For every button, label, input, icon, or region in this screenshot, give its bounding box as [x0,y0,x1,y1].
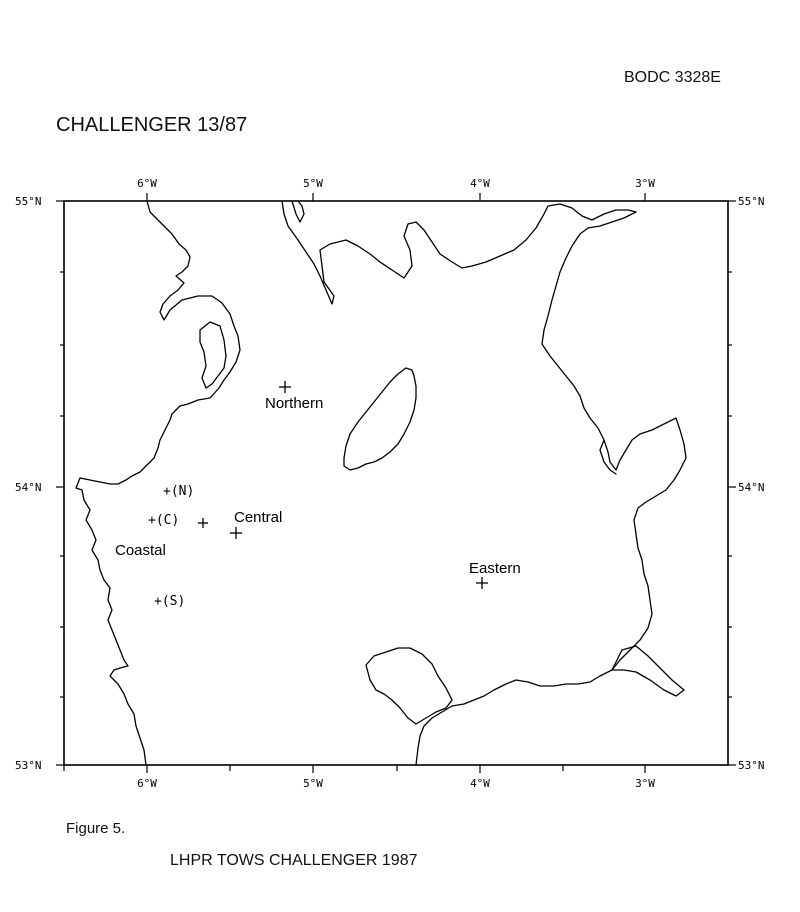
isle-of-man [344,368,416,470]
coastlines [76,201,686,765]
scottish-coastline [282,201,636,304]
left-tick-label: 53°N [15,759,42,772]
bottom-tick-label: 6°W [137,777,157,790]
galloway-inlet [292,201,304,222]
bottom-tick-label: 5°W [303,777,323,790]
english-coastline [416,212,686,765]
station-eastern-label: Eastern [469,560,521,577]
cruise-title: CHALLENGER 13/87 [56,114,248,136]
irish-coastline [76,201,240,765]
dee-estuary [612,646,684,696]
top-axis [137,177,655,201]
station-central-marker [230,527,242,539]
right-tick-label: 53°N [738,759,765,772]
bodc-reference: BODC 3328E [624,69,721,86]
left-axis [15,195,64,772]
station-northern-label: Northern [265,395,324,412]
figure-label: Figure 5. [66,820,126,837]
coastal-mark-south: +(S) [154,594,186,609]
left-tick-label: 54°N [15,481,42,494]
strangford-lough [200,322,226,388]
left-tick-label: 55°N [15,195,42,208]
coastal-mark-north: +(N) [163,484,195,499]
extra-cross-marker [198,518,208,528]
top-tick-label: 3°W [635,177,655,190]
station-eastern-marker [476,577,488,589]
station-coastal-label: Coastal [115,542,166,559]
station-central-label: Central [234,509,283,526]
station-northern-marker [279,381,291,393]
map-frame [64,201,728,765]
morecambe-bay [600,440,616,474]
bottom-tick-label: 3°W [635,777,655,790]
figure-caption: LHPR TOWS CHALLENGER 1987 [170,852,418,869]
top-tick-label: 5°W [303,177,323,190]
coastal-mark-central: +(C) [148,513,180,528]
bottom-axis [64,765,655,790]
right-tick-label: 55°N [738,195,765,208]
top-tick-label: 6°W [137,177,157,190]
top-tick-label: 4°W [470,177,490,190]
anglesey-coastline [366,648,452,724]
bottom-tick-label: 4°W [470,777,490,790]
right-tick-label: 54°N [738,481,765,494]
right-axis [728,195,765,772]
